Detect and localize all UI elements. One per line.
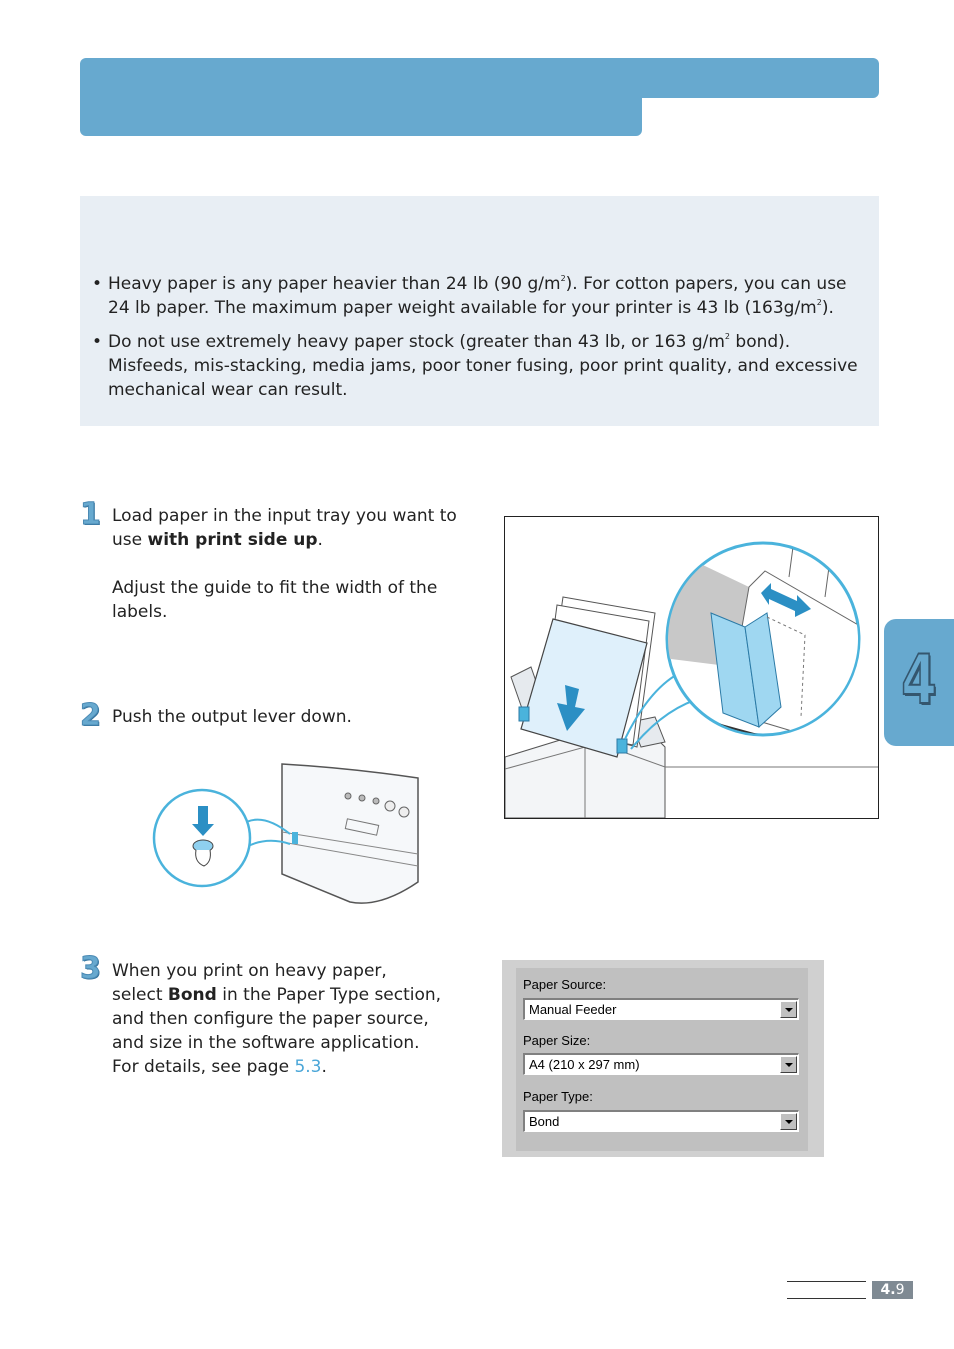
- step-1-paragraph: [112, 504, 462, 552]
- paper-type-label: Paper Type:: [523, 1089, 593, 1104]
- page-link[interactable]: 5.3: [294, 1057, 322, 1077]
- step-2-number: 2: [80, 698, 101, 733]
- chapter-number: 4: [901, 641, 937, 720]
- page-number: [872, 1281, 913, 1299]
- chapter-tab: [884, 619, 954, 746]
- paper-size-select[interactable]: [523, 1053, 799, 1075]
- paper-source-value: Manual Feeder: [529, 1002, 617, 1017]
- note-box: [80, 196, 879, 426]
- footer-rule: [787, 1281, 866, 1282]
- step-text-run: in the Paper Type section, and then configure the paper source, and size in the software application. For details, see page: [112, 985, 442, 1077]
- paper-settings-group: [516, 968, 808, 1151]
- step-text-run: When you print on heavy paper, select: [112, 961, 387, 1005]
- paper-type-value: Bond: [529, 1114, 560, 1129]
- note-text: ). For cotton papers, you can use 24 lb paper. The maximum paper weight available for your printer is 43 lb (163g/m: [108, 274, 847, 318]
- step-text-run: Load paper in the input tray you want to use: [112, 506, 457, 550]
- note-item: [92, 272, 867, 320]
- step-bold-text: with print side up: [147, 530, 318, 550]
- paper-settings-panel: [502, 960, 824, 1157]
- header-banner: [80, 58, 642, 136]
- superscript: 2: [724, 332, 730, 341]
- chevron-down-icon[interactable]: [780, 1001, 797, 1018]
- paper-size-value: A4 (210 x 297 mm): [529, 1057, 640, 1072]
- step-1-paragraph-2: Adjust the guide to fit the width of the labels.: [112, 578, 438, 622]
- step-bold-text: Bond: [167, 985, 217, 1005]
- paper-source-select[interactable]: [523, 998, 799, 1020]
- printer-body: [282, 764, 418, 903]
- step-3-number: 3: [80, 951, 101, 986]
- superscript: 2: [560, 274, 566, 283]
- paper-loading-illustration: [505, 517, 878, 818]
- note-text: Do not use extremely heavy paper stock (greater than 43 lb, or 163 g/m: [108, 332, 725, 352]
- chevron-down-icon[interactable]: [780, 1056, 797, 1073]
- paper-size-label: Paper Size:: [523, 1033, 591, 1048]
- step-3-text: [112, 959, 442, 1079]
- note-text: ).: [821, 298, 834, 318]
- step-text-run: .: [321, 1057, 327, 1077]
- note-item: [92, 330, 867, 402]
- step-1-text: [112, 504, 462, 648]
- page-chapter: 4.: [880, 1282, 896, 1298]
- note-text: bond). Misfeeds, mis-stacking, media jams, poor toner fusing, poor print quality, and excessive mechanical wear can result.: [108, 332, 858, 400]
- bullet-marker: •: [92, 332, 103, 352]
- header-banner-extension: [630, 58, 879, 98]
- paper-source-label: Paper Source:: [523, 977, 607, 992]
- zoom-callout: [154, 790, 250, 886]
- footer-rule: [787, 1298, 866, 1299]
- output-lever-illustration: [150, 762, 422, 908]
- step-2-text: Push the output lever down.: [112, 707, 352, 727]
- paper-loading-illustration-frame: [504, 516, 879, 819]
- step-1-number: 1: [80, 497, 101, 532]
- note-text: Heavy paper is any paper heavier than 24 lb (90 g/m: [108, 274, 561, 294]
- page-index: 9: [895, 1282, 905, 1298]
- chevron-down-icon[interactable]: [780, 1113, 797, 1130]
- note-list: [92, 272, 867, 412]
- superscript: 2: [816, 298, 822, 307]
- step-text-run: .: [317, 530, 323, 550]
- paper-type-select[interactable]: [523, 1110, 799, 1132]
- bullet-marker: •: [92, 274, 103, 294]
